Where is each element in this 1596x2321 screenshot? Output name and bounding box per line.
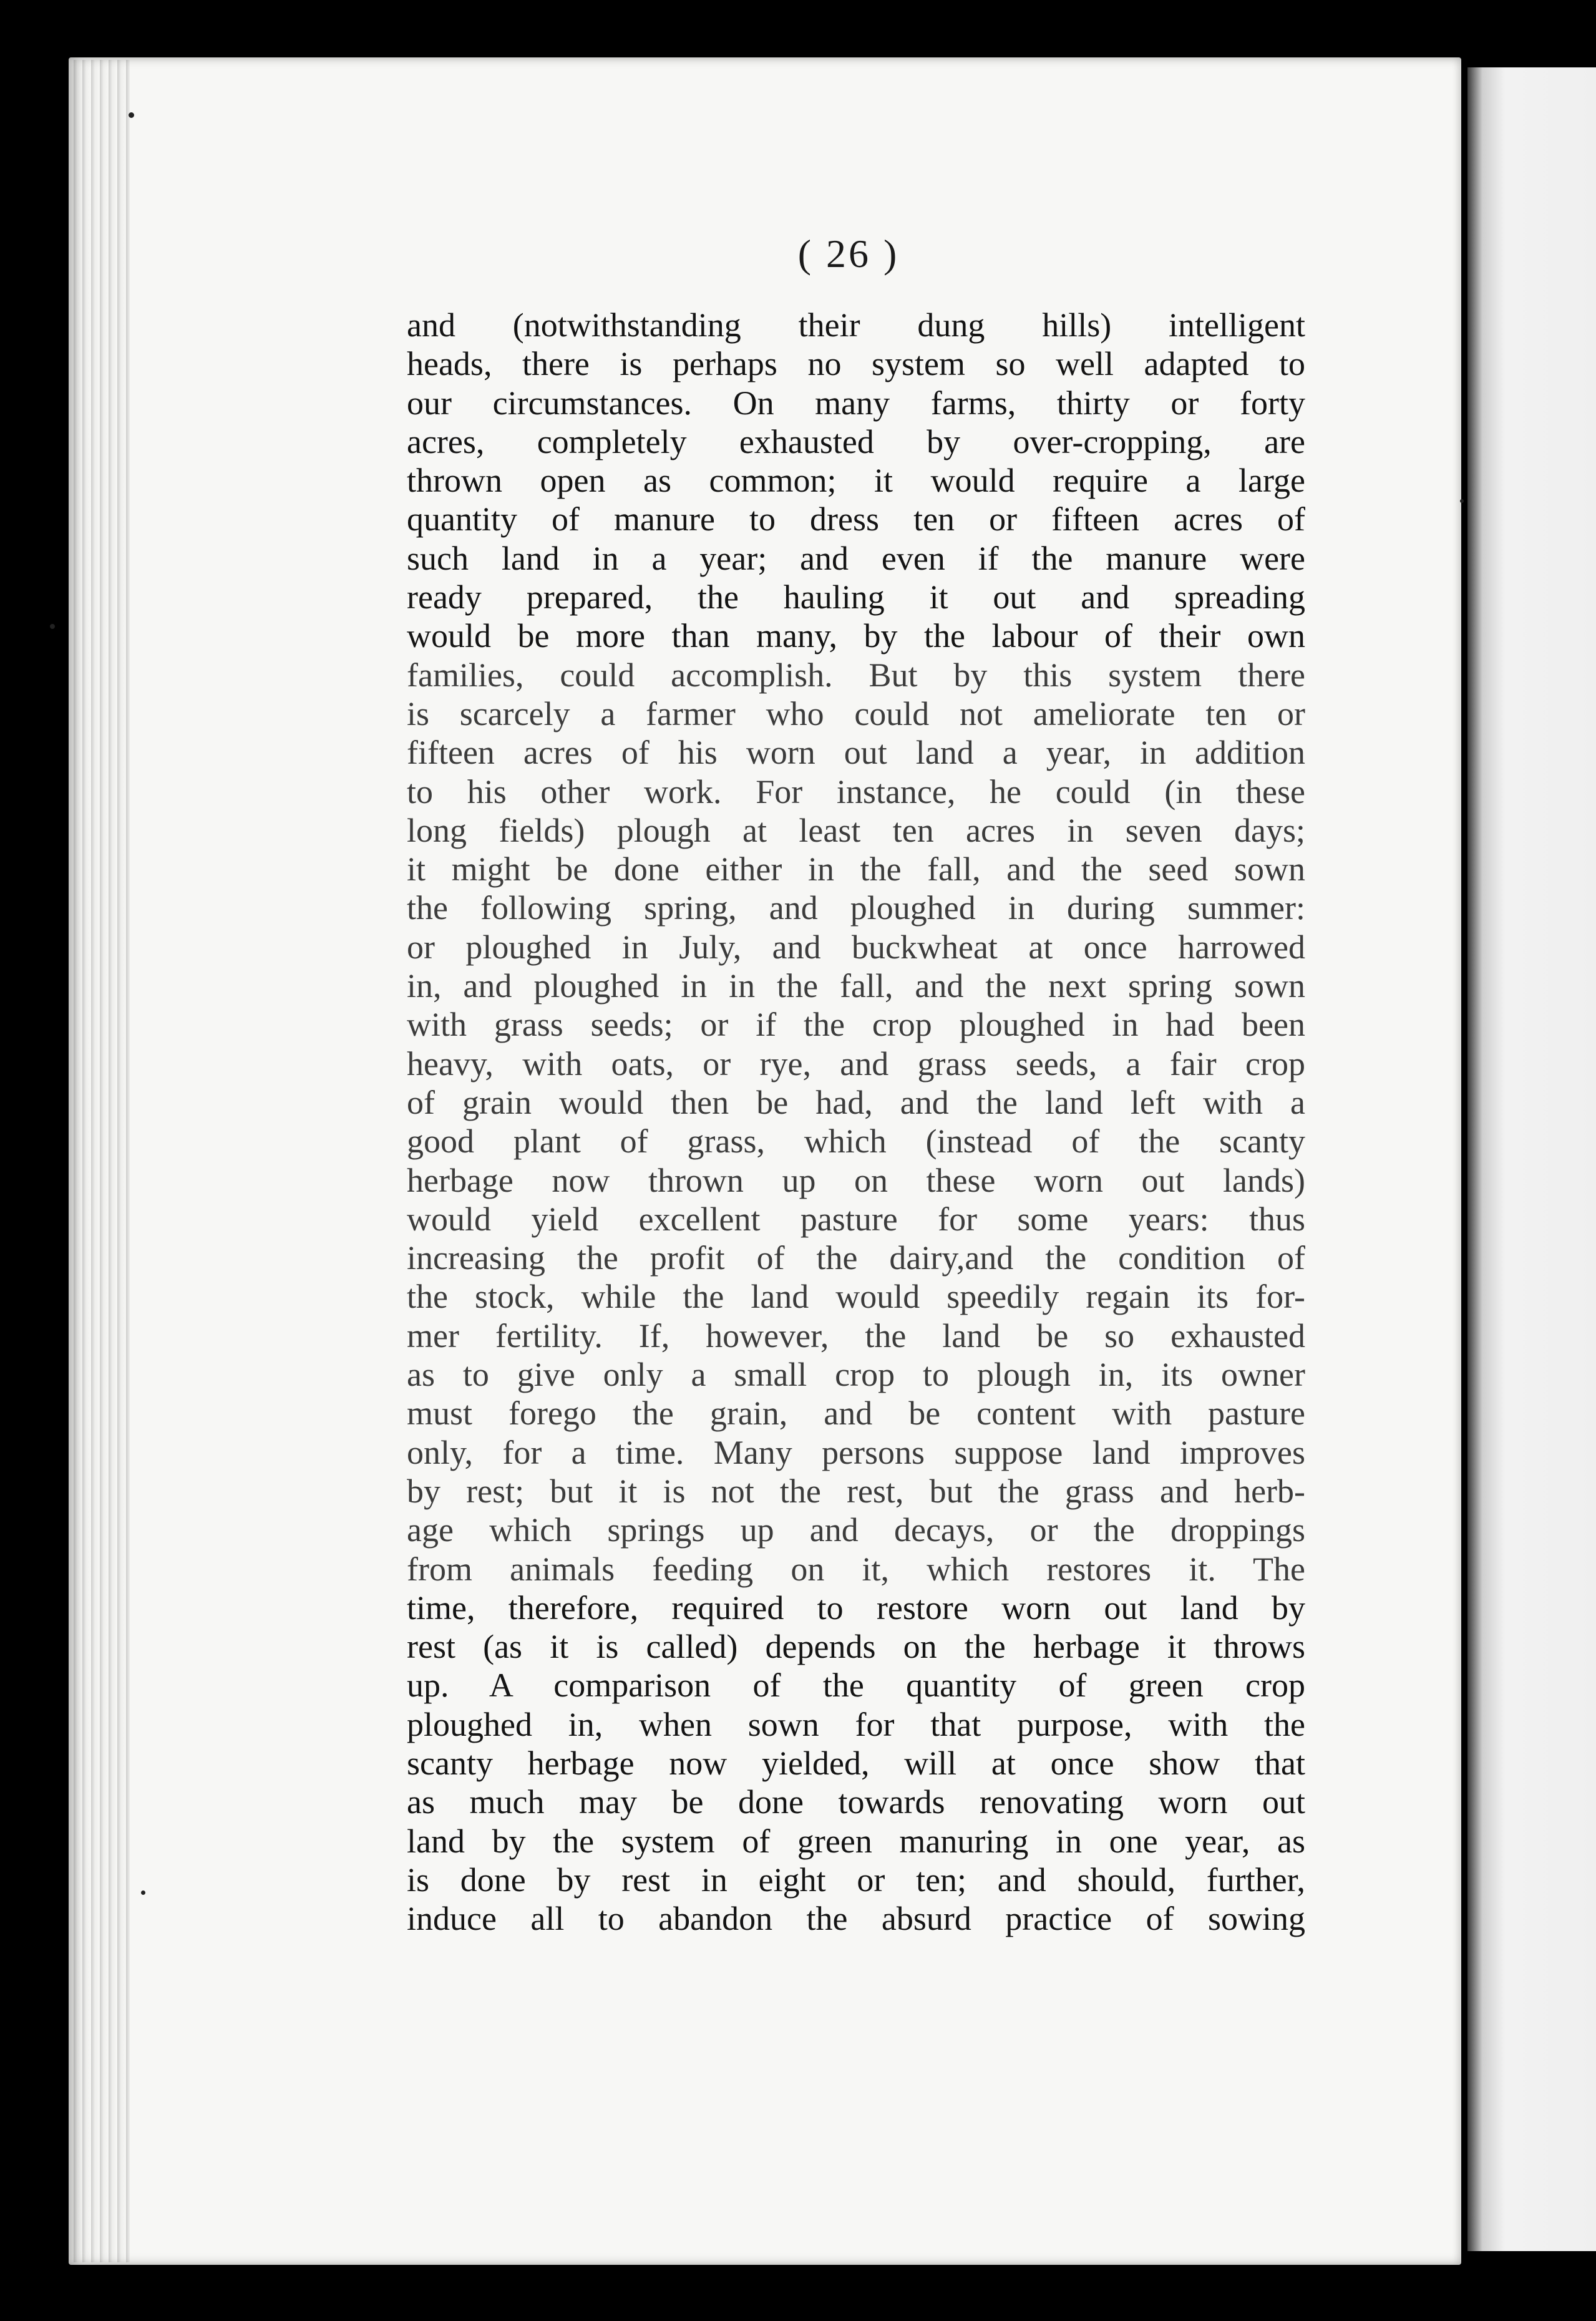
text-line: time, therefore, required to restore worn out land by <box>407 1589 1305 1627</box>
scan-speck <box>129 112 134 118</box>
text-line: acres, completely exhausted by over-cropping, are <box>407 422 1305 460</box>
body-text <box>407 306 1305 1938</box>
scan-speck <box>141 1890 145 1895</box>
text-line: thrown open as common; it would require a large <box>407 462 1305 500</box>
text-line: with grass seeds; or if the crop ploughed in had been <box>407 1006 1305 1044</box>
text-line: age which springs up and decays, or the droppings <box>407 1511 1305 1549</box>
text-line: by rest; but it is not the rest, but the grass and herb- <box>407 1472 1305 1510</box>
text-line: ploughed in, when sown for that purpose, with the <box>407 1705 1305 1743</box>
text-line: of grain would then be had, and the land left with a <box>407 1083 1305 1121</box>
text-line: from animals feeding on it, which restores it. The <box>407 1550 1305 1588</box>
text-line: fifteen acres of his worn out land a year, in addition <box>407 734 1305 772</box>
text-line: herbage now thrown up on these worn out lands) <box>407 1161 1305 1199</box>
text-line: increasing the profit of the dairy,and the condition of <box>407 1239 1305 1277</box>
text-line: heavy, with oats, or rye, and grass seeds, a fair crop <box>407 1044 1305 1083</box>
text-line: scanty herbage now yielded, will at once show that <box>407 1744 1305 1782</box>
page-number: ( 26 ) <box>797 231 900 276</box>
text-line: the following spring, and ploughed in during summer: <box>407 889 1305 927</box>
text-line: long fields) plough at least ten acres in seven days; <box>407 811 1305 849</box>
text-line: up. A comparison of the quantity of green crop <box>407 1667 1305 1705</box>
page-gutter <box>74 60 130 2262</box>
text-line: and (notwithstanding their dung hills) intelligent <box>407 306 1305 344</box>
text-line: is scarcely a farmer who could not ameliorate ten or <box>407 694 1305 732</box>
text-line: would yield excellent pasture for some years: thus <box>407 1200 1305 1238</box>
text-line: or ploughed in July, and buckwheat at once harrowed <box>407 928 1305 966</box>
text-line: in, and ploughed in in the fall, and the next spring sown <box>407 967 1305 1005</box>
text-line: rest (as it is called) depends on the herbage it throws <box>407 1628 1305 1666</box>
text-line: such land in a year; and even if the manure were <box>407 539 1305 577</box>
text-line: as much may be done towards renovating worn out <box>407 1783 1305 1821</box>
text-line: only, for a time. Many persons suppose land improves <box>407 1433 1305 1471</box>
text-line: quantity of manure to dress ten or fifteen acres of <box>407 500 1305 538</box>
text-line: families, could accomplish. But by this system there <box>407 656 1305 694</box>
scan-speck <box>1460 499 1464 503</box>
text-line: as to give only a small crop to plough in, its owner <box>407 1356 1305 1394</box>
text-line: must forego the grain, and be content with pasture <box>407 1394 1305 1433</box>
text-line: the stock, while the land would speedily regain its for- <box>407 1278 1305 1316</box>
text-line: our circumstances. On many farms, thirty or forty <box>407 384 1305 422</box>
text-line: mer fertility. If, however, the land be so exhausted <box>407 1316 1305 1355</box>
text-line: induce all to abandon the absurd practice of sowing <box>407 1900 1305 1938</box>
text-line: ready prepared, the hauling it out and spreading <box>407 578 1305 616</box>
text-line: land by the system of green manuring in one year, as <box>407 1822 1305 1860</box>
adjacent-page-edge <box>1467 67 1596 2251</box>
text-line: good plant of grass, which (instead of the scanty <box>407 1122 1305 1160</box>
text-line: it might be done either in the fall, and the seed sown <box>407 850 1305 888</box>
text-line: would be more than many, by the labour of their own <box>407 617 1305 655</box>
text-line: to his other work. For instance, he could (in these <box>407 772 1305 810</box>
text-line: is done by rest in eight or ten; and should, further, <box>407 1861 1305 1899</box>
text-line: heads, there is perhaps no system so well adapted to <box>407 345 1305 383</box>
scan-speck <box>50 624 55 629</box>
